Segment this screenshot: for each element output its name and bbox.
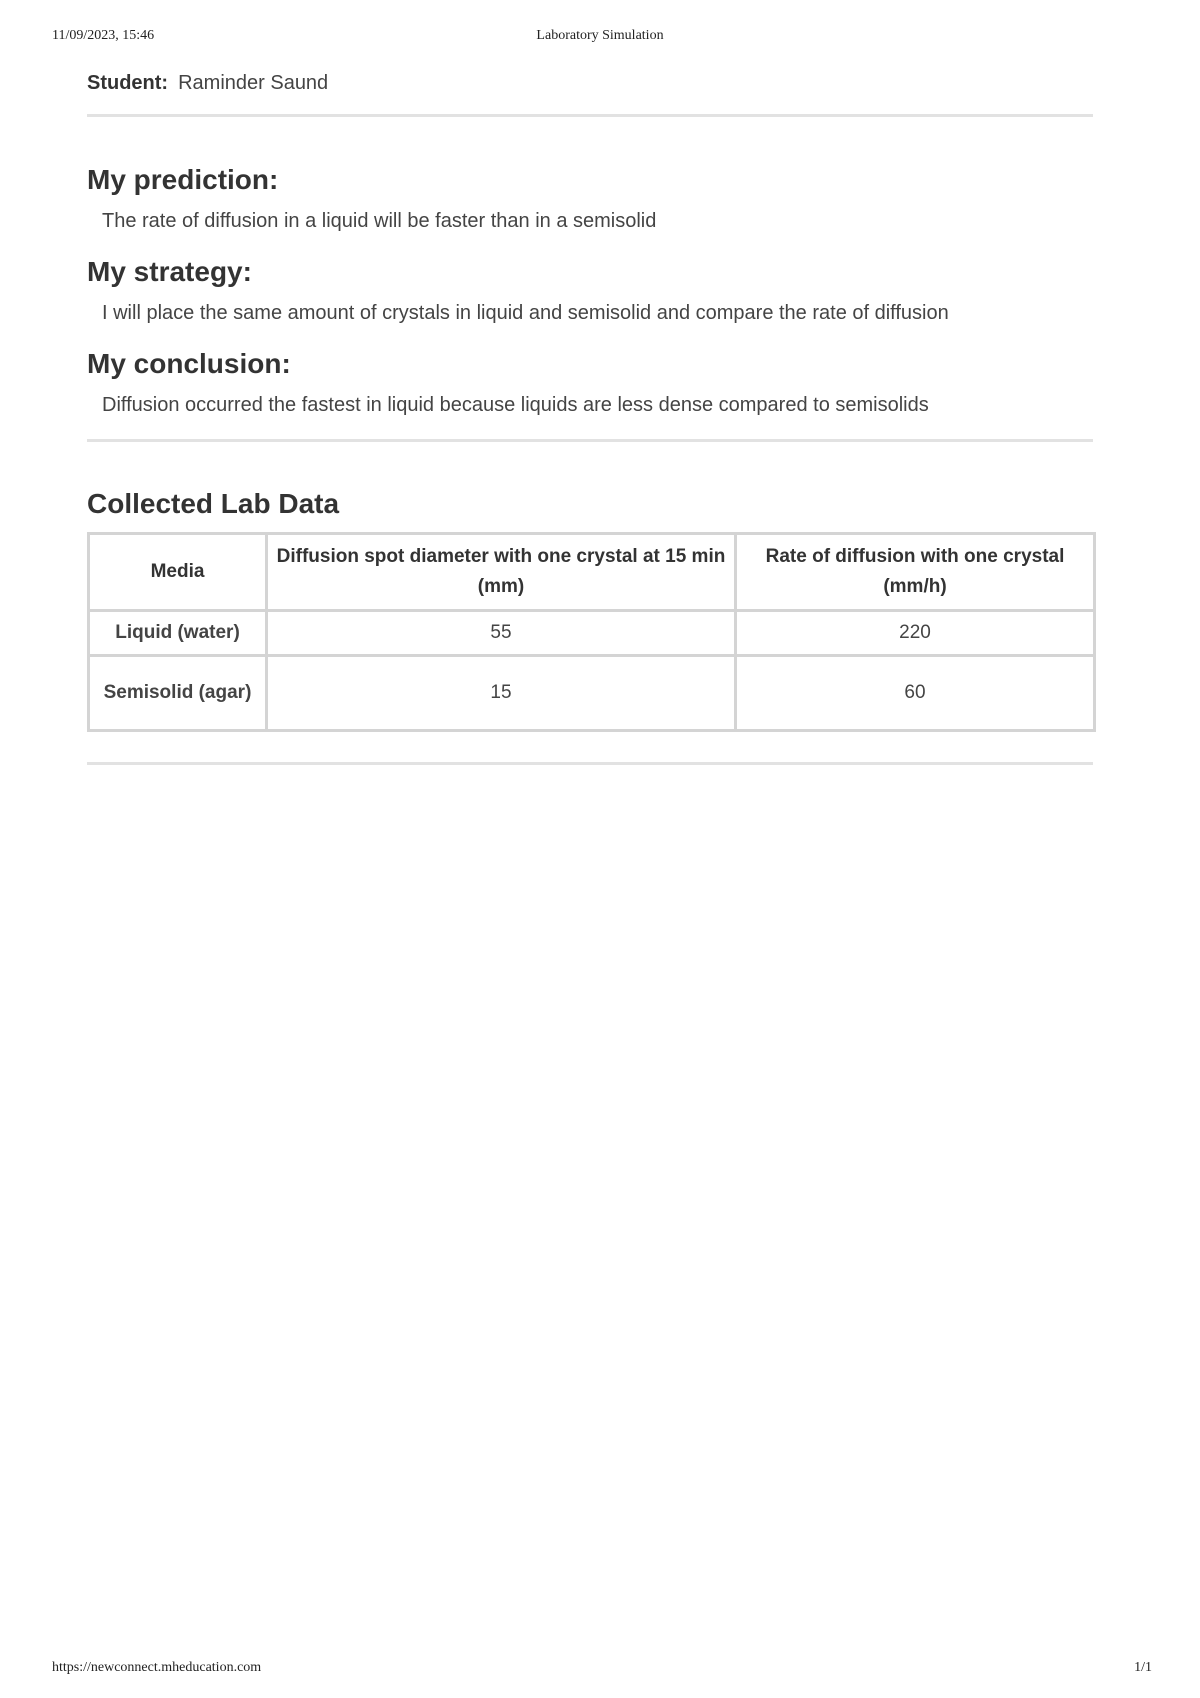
prediction-title: My prediction: — [87, 164, 279, 195]
print-page-title: Laboratory Simulation — [536, 28, 664, 43]
table-header-row — [89, 534, 1095, 611]
lab-data-title: Collected Lab Data — [87, 488, 340, 519]
divider — [87, 439, 1093, 442]
page-url: https://newconnect.mheducation.com — [52, 1660, 262, 1675]
conclusion-text: Diffusion occurred the fastest in liquid because liquids are less dense compared to semisolids — [102, 394, 929, 416]
prediction-text: The rate of diffusion in a liquid will be faster than in a semisolid — [102, 210, 657, 232]
report-content — [87, 68, 1093, 765]
student-label: Student: — [87, 72, 169, 94]
print-datetime: 11/09/2023, 15:46 — [52, 28, 155, 43]
diameter-cell: 15 — [267, 656, 736, 731]
table-row — [89, 611, 1095, 656]
print-footer — [0, 1660, 1200, 1680]
column-header-media: Media — [89, 534, 267, 611]
strategy-text: I will place the same amount of crystals in liquid and semisolid and compare the rate of diffusion — [102, 302, 949, 324]
divider — [87, 762, 1093, 765]
media-cell: Semisolid (agar) — [89, 656, 267, 731]
student-name: Raminder Saund — [178, 72, 329, 94]
lab-data-table — [87, 532, 1096, 732]
rate-cell: 60 — [736, 656, 1095, 731]
media-cell: Liquid (water) — [89, 611, 267, 656]
column-header-rate: Rate of diffusion with one crystal (mm/h) — [736, 534, 1095, 611]
rate-cell: 220 — [736, 611, 1095, 656]
column-header-diameter: Diffusion spot diameter with one crystal at 15 min (mm) — [267, 534, 736, 611]
diameter-cell: 55 — [267, 611, 736, 656]
page-number: 1/1 — [1134, 1660, 1152, 1675]
divider — [87, 114, 1093, 117]
table-row — [89, 656, 1095, 731]
print-header — [0, 28, 1200, 48]
conclusion-title: My conclusion: — [87, 348, 291, 379]
student-line — [87, 68, 1093, 98]
strategy-title: My strategy: — [87, 256, 252, 287]
